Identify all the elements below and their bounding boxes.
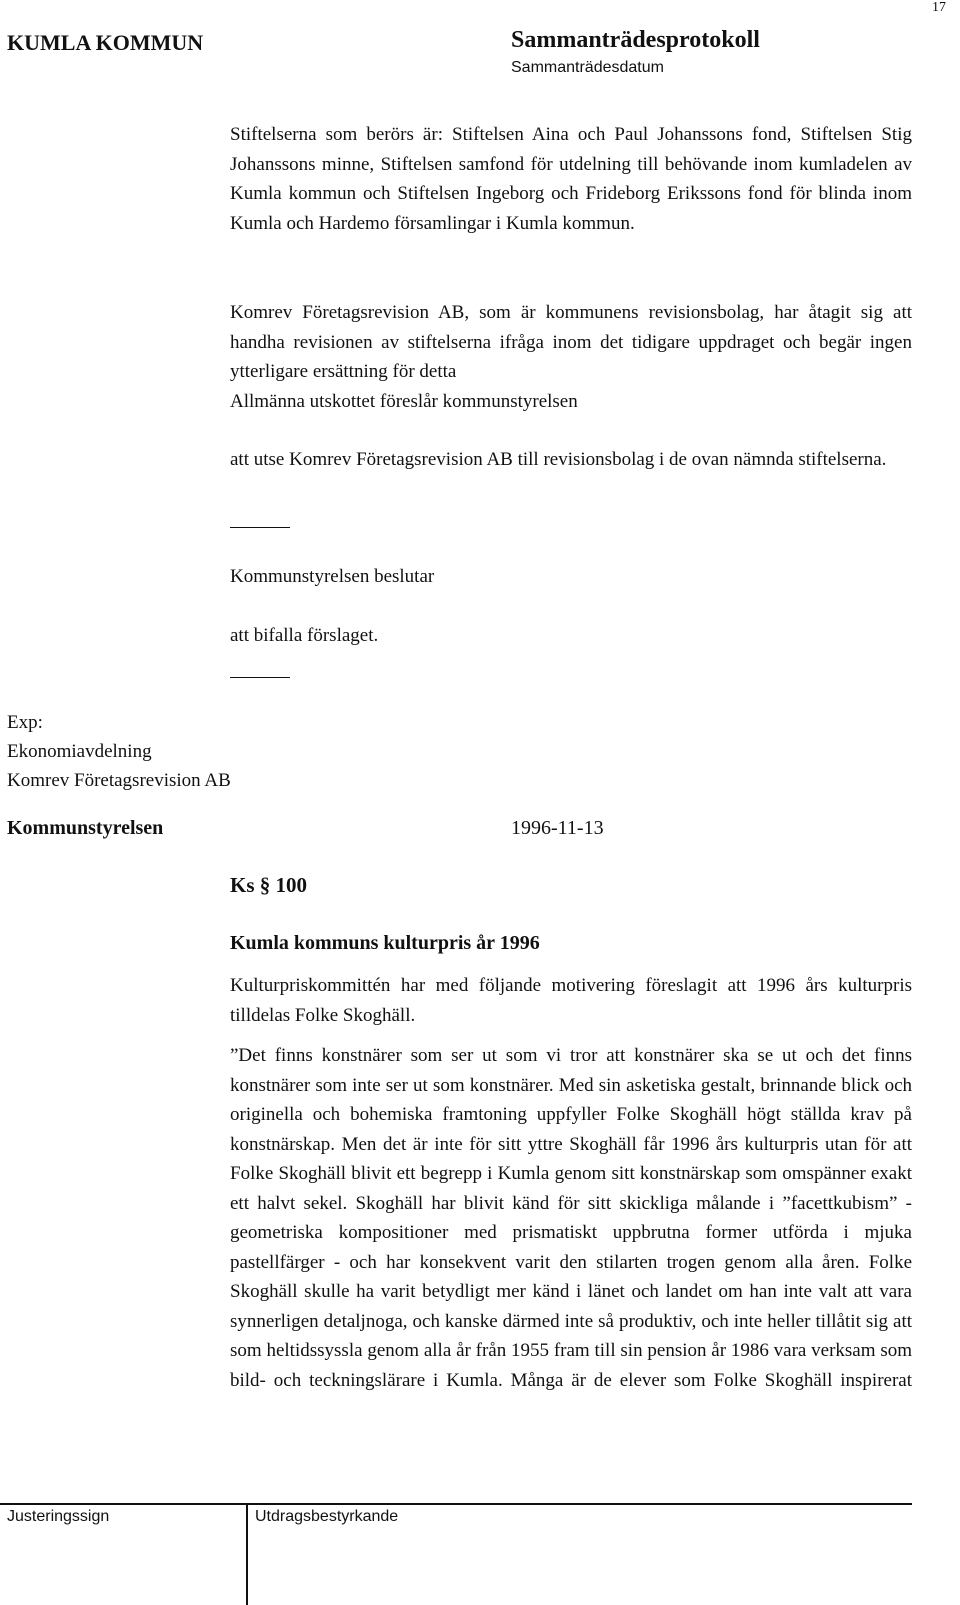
municipality-name: KUMLA KOMMUN — [7, 30, 204, 55]
committee-proposal-intro: Allmänna utskottet föreslår kommunstyrelsen — [230, 390, 578, 412]
decision-heading: Kommunstyrelsen beslutar — [230, 566, 435, 587]
prize-motivation-paragraph — [230, 1041, 912, 1395]
auditor-text: Komrev Företagsrevision AB, som är kommunens revisionsbolag, har åtagit sig att handha revisionen av stiftelserna ifråga inom det tidigare uppdraget och begär ingen ytterligare ersättning för detta — [230, 302, 912, 382]
foundations-text: Stiftelserna som berörs är: Stiftelsen Aina och Paul Johanssons fond, Stiftelsen Stig Johanssons minne, Stiftelsen samfond för utdelning till behövande inom kumladelen av Kumla kommun och Stiftelsen Ingeborg och Frideborg Erikssons fond för blinda inom Kumla och Hardemo församlingar i Kumla kommun. — [230, 124, 912, 234]
prize-motivation-text: ”Det finns konstnärer som ser ut som vi tror att konstnärer ska se ut och det finns konstnärer som inte ser ut som konstnärer. Med sin asketiska gestalt, brinnande blick och originella och bohemiska framtoning uppfyller Folke Skoghäll högt ställda krav på konstnärskap. Men det är inte för sitt yttre Skoghäll får 1996 års kulturpris utan för att Folke Skoghäll blivit ett begrepp i Kumla genom sitt konstnärskap som omspänner exakt ett halvt sekel. Skoghäll har blivit känd för sitt skickliga målande i ”facettkubism” - geometriska kompositioner med prismatiskt uppbrutna former utförda i mjuka pastellfärger - och har konsekvent varit den stilarten trogen genom alla åren. Folke Skoghäll skulle ha varit betydligt mer känd i länet och landet om han inte valt att vara synnerligen detaljnoga, och kanske därmed inte så produktiv, och inte heller tillåtit sig att som heltidssyssla genom alla år från 1955 fram till sin pension år 1986 vara verksam som bild- och teckningslärare i Kumla. Många är de elever som Folke Skoghäll inspirerat — [230, 1045, 912, 1391]
footer-divider — [246, 1503, 248, 1605]
expedition-recipient: Ekonomiavdelning — [7, 741, 152, 762]
proposal-text: att utse Komrev Företagsrevision AB till revisionsbolag i de ovan nämnda stiftelserna. — [230, 449, 887, 470]
paragraph-number: Ks § 100 — [230, 873, 308, 897]
meeting-body: Kommunstyrelsen — [7, 817, 164, 839]
proposal-paragraph — [230, 445, 912, 475]
section-divider — [230, 527, 290, 528]
document-title: Sammanträdesprotokoll — [511, 27, 760, 53]
page-number: 17 — [932, 0, 946, 15]
expedition-label: Exp: — [7, 712, 43, 733]
paragraph-subject: Kumla kommuns kulturpris år 1996 — [230, 932, 540, 954]
foundations-paragraph — [230, 120, 912, 238]
extract-certification-label: Utdragsbestyrkande — [255, 1508, 399, 1525]
decision-text: att bifalla förslaget. — [230, 625, 379, 646]
prize-intro-text: Kulturpriskommittén har med följande motivering föreslagit att 1996 års kulturpris tilldelas Folke Skoghäll. — [230, 975, 912, 1026]
meeting-date: 1996-11-13 — [511, 817, 604, 839]
signing-label: Justeringssign — [7, 1508, 110, 1525]
footer-rule — [0, 1503, 912, 1505]
section-divider — [230, 677, 290, 678]
meeting-date-label: Sammanträdesdatum — [511, 59, 664, 76]
prize-intro-paragraph — [230, 971, 912, 1030]
auditor-paragraph — [230, 298, 912, 416]
expedition-recipient: Komrev Företagsrevision AB — [7, 770, 231, 791]
